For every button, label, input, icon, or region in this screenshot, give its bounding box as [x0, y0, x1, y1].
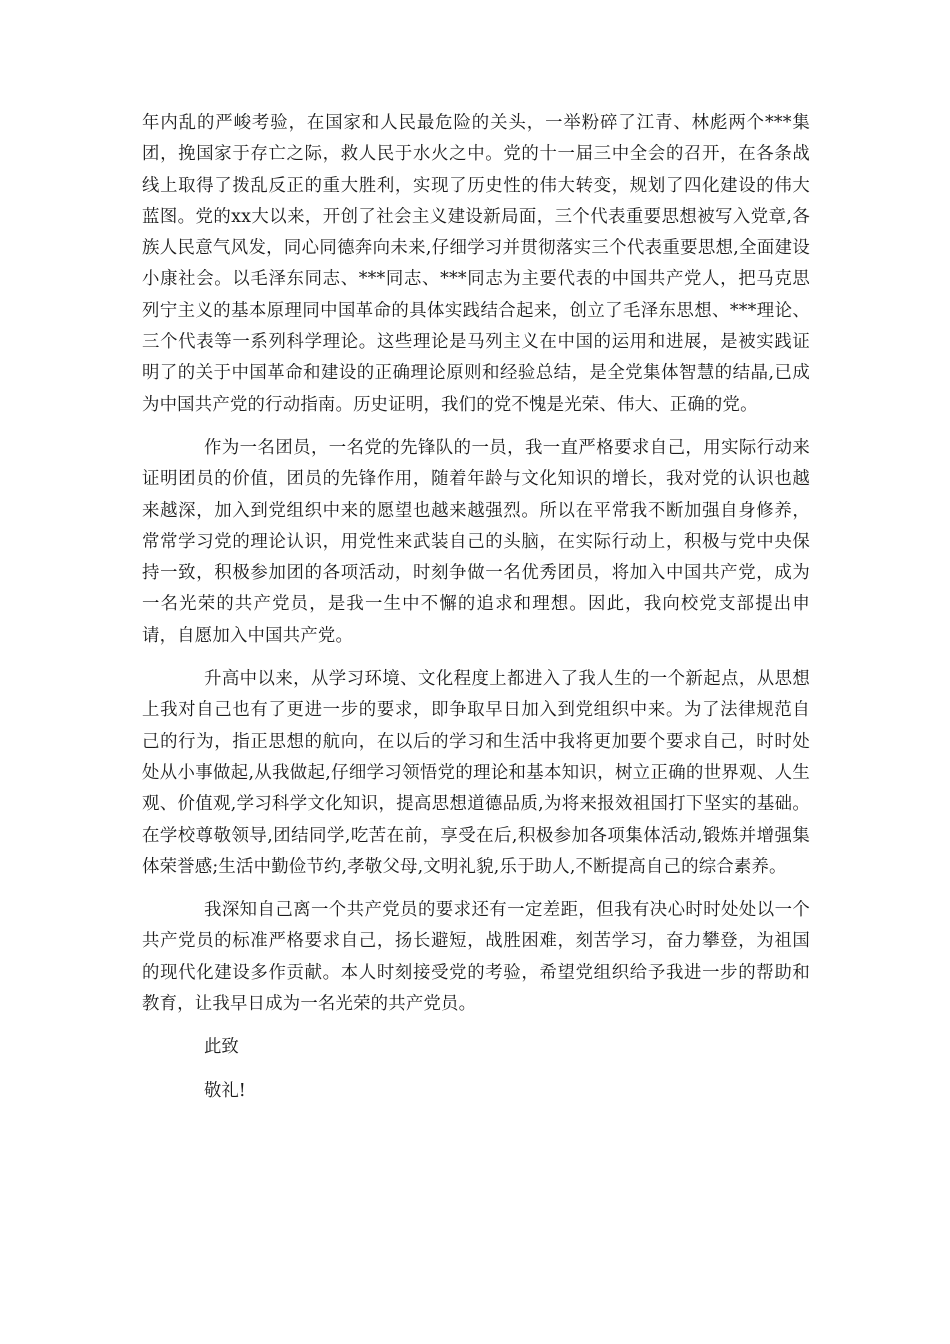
document-page — [142, 108, 810, 1119]
paragraph-4: 我深知自己离一个共产党员的要求还有一定差距，但我有决心时时处处以一个共产党员的标准严格要求自己，扬长避短，战胜困难，刻苦学习，奋力攀登，为祖国的现代化建设多作贡献。本人时刻接受党的考验，希望党组织给予我进一步的帮助和教育，让我早日成为一名光荣的共产党员。 — [142, 900, 810, 1015]
closing-salutation: 此致 — [204, 1037, 239, 1058]
paragraph-2: 作为一名团员，一名党的先锋队的一员，我一直严格要求自己，用实际行动来证明团员的价值，团员的先锋作用，随着年龄与文化知识的增长，我对党的认识也越来越深，加入到党组织中来的愿望也越来越强烈。所以在平常我不断加强自身修养，常常学习党的理论认识，用党性来武装自己的头脑，在实际行动上，积极与党中央保持一致，积极参加团的各项活动，时刻争做一名优秀团员，将加入中国共产党，成为一名光荣的共产党员，是我一生中不懈的追求和理想。因此，我向校党支部提出申请，自愿加入中国共产党。 — [142, 437, 810, 646]
paragraph-3: 升高中以来，从学习环境、文化程度上都进入了我人生的一个新起点，从思想上我对自己也有了更进一步的要求，即争取早日加入到党组织中来。为了法律规范自己的行为，指正思想的航向，在以后的学习和生活中我将更加要个要求自己，时时处处从小事做起,从我做起,仔细学习领悟党的理论和基本知识，树立正确的世界观、人生观、价值观,学习科学文化知识，提高思想道德品质,为将来报效祖国打下坚实的基础。在学校尊敬领导,团结同学,吃苦在前，享受在后,积极参加各项集体活动,锻炼并增强集体荣誉感;生活中勤俭节约,孝敬父母,文明礼貌,乐于助人,不断提高自己的综合素养。 — [142, 669, 810, 877]
paragraph-1: 年内乱的严峻考验，在国家和人民最危险的关头，一举粉碎了江青、林彪两个***集团，挽国家于存亡之际，救人民于水火之中。党的十一届三中全会的召开，在各条战线上取得了拨乱反正的重大胜利，实现了历史性的伟大转变，规划了四化建设的伟大蓝图。党的xx大以来，开创了社会主义建设新局面，三个代表重要思想被写入党章,各族人民意气风发，同心同德奔向未来,仔细学习并贯彻落实三个代表重要思想,全面建设小康社会。以毛泽东同志、***同志、***同志为主要代表的中国共产党人，把马克思列宁主义的基本原理同中国革命的具体实践结合起来，创立了毛泽东思想、***理论、三个代表等一系列科学理论。这些理论是马列主义在中国的运用和进展，是被实践证明了的关于中国革命和建设的正确理论原则和经验总结，是全党集体智慧的结晶,已成为中国共产党的行动指南。历史证明，我们的党不愧是光荣、伟大、正确的党。 — [142, 113, 810, 415]
closing-regards: 敬礼! — [204, 1080, 246, 1101]
